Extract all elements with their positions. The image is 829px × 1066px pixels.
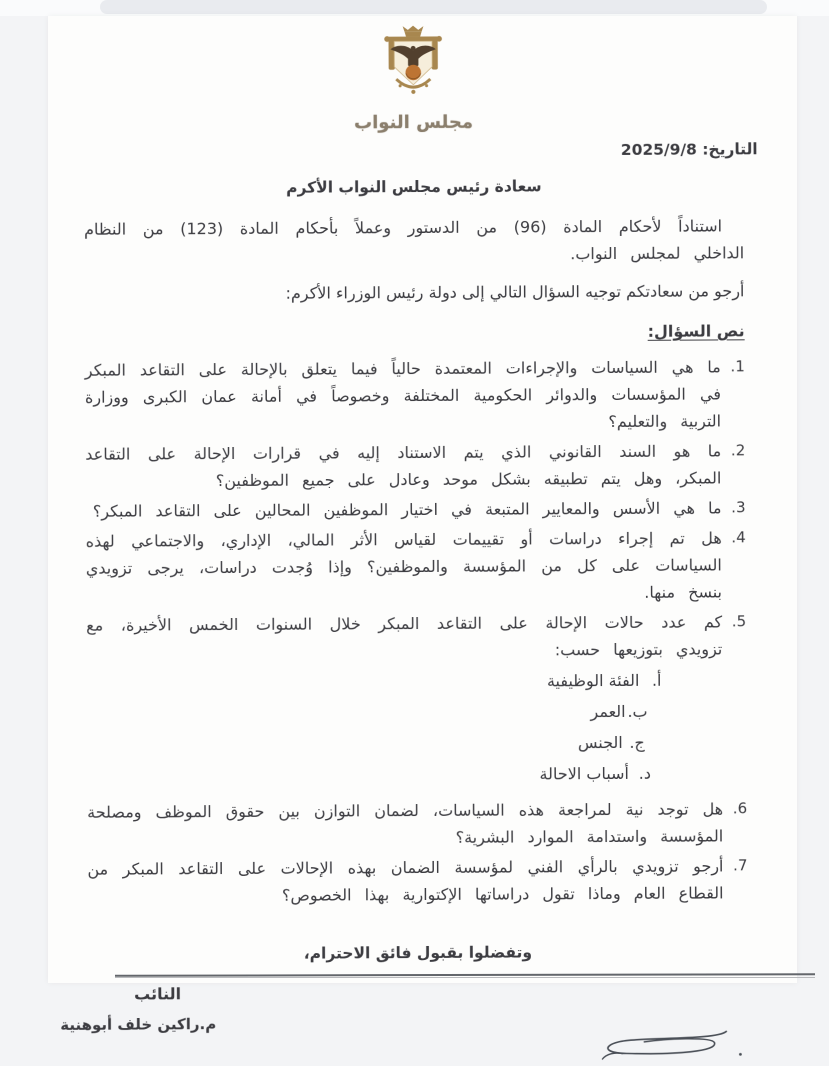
sub-item-a	[86, 669, 661, 696]
question-item-2	[85, 437, 745, 494]
question-list	[85, 353, 748, 909]
signature-scribble-icon	[598, 1028, 748, 1063]
page-bottom-edge-shadow	[115, 977, 815, 978]
question-item-5	[86, 608, 746, 665]
intro-paragraph: استناداً لأحكام المادة (96) من الدستور وعملاً بأحكام المادة (123) من النظام الداخلي لمجلس النواب.	[84, 216, 745, 264]
sub-item-letter: ب.	[627, 701, 648, 721]
signature-title: النائب	[134, 984, 182, 1004]
question-number: 6.	[732, 799, 748, 818]
sub-item-letter: د.	[638, 763, 651, 783]
top-card-edge	[100, 0, 767, 14]
question-item-3	[85, 494, 745, 524]
request-line: أرجو من سعادتكم توجيه السؤال التالي إلى دولة رئيس الوزراء الأكرم:	[285, 281, 745, 303]
sub-item-letter: أ.	[651, 670, 662, 690]
sub-item-c	[87, 731, 645, 758]
question-text: ما هي الأسس والمعايير المتبعة في اختيار الموظفين المحالين على التقاعد المبكر؟	[92, 498, 722, 521]
question-text: هل تم إجراء دراسات أو تقييمات لقياس الأثر المالي، الإداري، والاجتماعي لهذه السياسات على كل من المؤسسة والموظفين؟ وإذا وُجدت دراسات، يرجى تزويدي بنسخ منها.	[85, 528, 723, 602]
question-text: ما هي السياسات والإجراءات المعتمدة حالياً فيما يتعلق بالإحالة على التقاعد المبكر في المؤسسات والدوائر الحكومية المختلفة وخصوصاً في أمانة عمان الكبرى ووزارة التربية والتعليم؟	[84, 357, 722, 432]
question-text: هل توجد نية لمراجعة هذه السياسات، لضمان التوازن بين حقوق الموظف ومصلحة المؤسسة واستدامة الموارد البشرية؟	[87, 799, 724, 847]
question-number: 2.	[730, 441, 746, 460]
document-page	[48, 16, 797, 1034]
question-text: أرجو تزويدي بالرأي الفني لمؤسسة الضمان بهذه الإحالات على التقاعد المبكر من القطاع العام وماذا تقول دراساتها الإكتوارية بهذا الخصوص؟	[87, 856, 724, 905]
question-heading: نص السؤال:	[647, 321, 745, 341]
sub-item-letter: ج.	[629, 732, 645, 752]
question-item-4	[86, 524, 746, 608]
question-number: 7.	[733, 856, 748, 875]
question-number: 3.	[731, 498, 746, 517]
question-number: 1.	[730, 357, 745, 376]
parliament-logotype: مجلس النواب	[353, 111, 474, 134]
sub-item-list	[86, 669, 662, 789]
question-item-7	[87, 852, 747, 909]
sub-item-b	[87, 700, 648, 727]
question-number: 5.	[731, 612, 747, 631]
salutation-line: سعادة رئيس مجلس النواب الأكرم	[286, 177, 542, 197]
question-number: 4.	[731, 528, 746, 547]
question-item-6	[87, 795, 747, 852]
date-line: التاريخ: 2025/9/8	[620, 140, 758, 159]
signature-block	[60, 979, 748, 1065]
letter-body	[46, 14, 800, 1034]
signature-name: م.راكين خلف أبوهنية	[60, 1015, 217, 1034]
sub-item-text: الجنس	[577, 732, 623, 753]
question-item-1	[85, 353, 745, 437]
jordan-coat-of-arms-icon	[83, 22, 743, 111]
question-text: ما هو السند القانوني الذي يتم الاستناد إليه في قرارات الإحالة على التقاعد المبكر، وهل يتم تطبيقه بشكل موحد وعادل على جميع الموظفين؟	[85, 441, 722, 491]
sub-item-text: الفئة الوظيفية	[546, 670, 640, 691]
question-text: كم عدد حالات الإحالة على التقاعد المبكر خلال السنوات الخمس الأخيرة، مع تزويدي بتوزيعها حسب:	[86, 612, 723, 660]
sub-item-text: العمر	[590, 701, 626, 722]
sub-item-text: أسباب الاحالة	[539, 763, 629, 784]
closing-line: وتفضلوا بقبول فائق الاحترام،	[303, 943, 533, 963]
sub-item-d	[87, 762, 651, 789]
